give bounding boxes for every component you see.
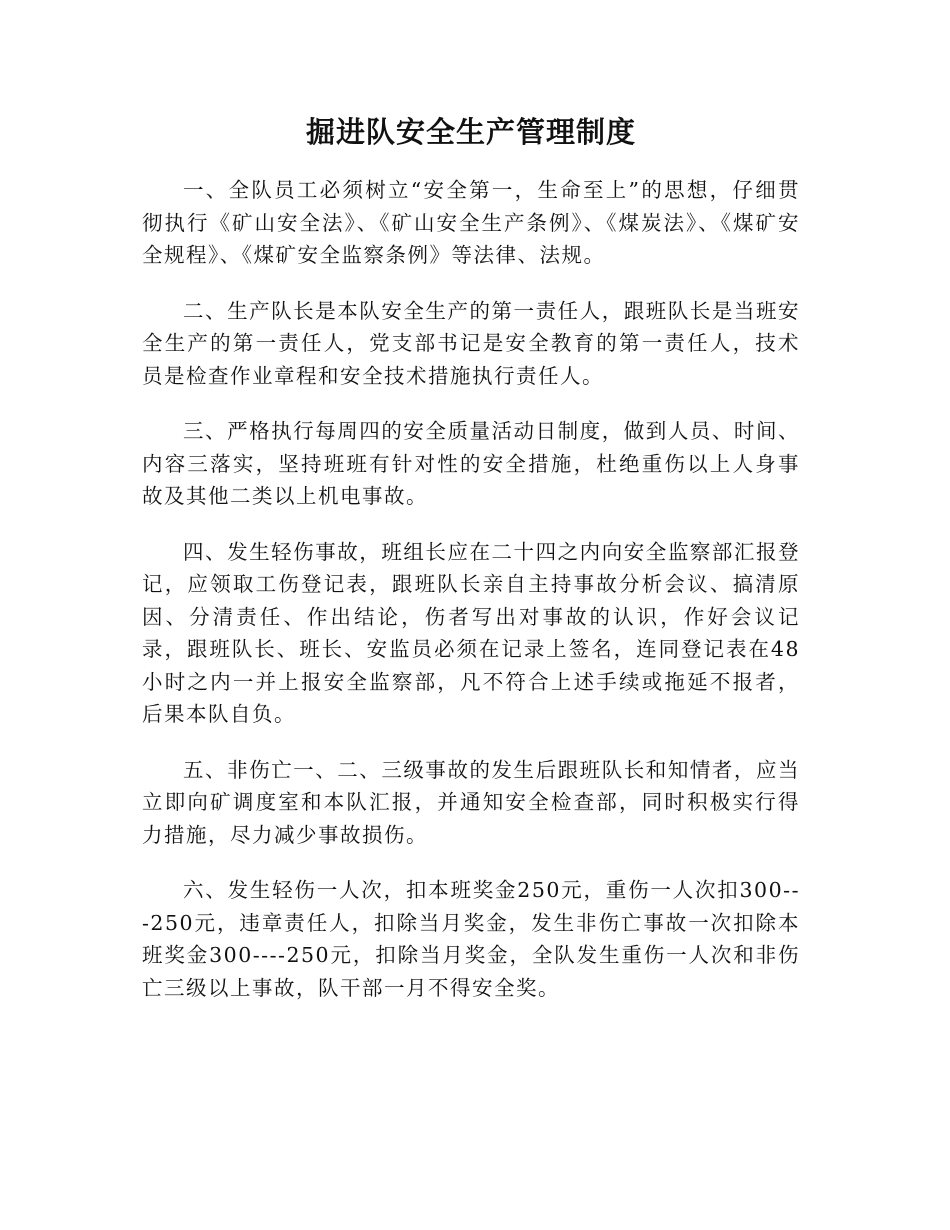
paragraph-1: 一、全队员工必须树立“安全第一，生命至上”的思想，仔细贯彻执行《矿山安全法》、《矿山安全生产条例》、《煤炭法》、《煤矿安全规程》、《煤矿安全监察条例》等法律、法规。	[142, 178, 800, 267]
paragraph-6: 六、发生轻伤一人次，扣本班奖金250元，重伤一人次扣300---250元，违章责任人，扣除当月奖金，发生非伤亡事故一次扣除本班奖金300----250元，扣除当月奖金，全队发生重伤一人次和非伤亡三级以上事故，队干部一月不得安全奖。	[142, 878, 800, 1000]
paragraph-2: 二、生产队长是本队安全生产的第一责任人，跟班队长是当班安全生产的第一责任人，党支部书记是安全教育的第一责任人，技术员是检查作业章程和安全技术措施执行责任人。	[142, 298, 800, 388]
document-title: 掘进队安全生产管理制度	[305, 115, 636, 149]
paragraph-5: 五、非伤亡一、二、三级事故的发生后跟班队长和知情者，应当立即向矿调度室和本队汇报，并通知安全检查部，同时积极实行得力措施，尽力减少事故损伤。	[142, 757, 800, 847]
paragraph-4: 四、发生轻伤事故，班组长应在二十四之内向安全监察部汇报登记，应领取工伤登记表，跟班队长亲自主持事故分析会议、搞清原因、分清责任、作出结论，伤者写出对事故的认识，作好会议记录，跟班队长、班长、安监员必须在记录上签名，连同登记表在48小时之内一并上报安全监察部，凡不符合上述手续或拖延不报者，后果本队自负。	[142, 539, 800, 726]
paragraph-3: 三、严格执行每周四的安全质量活动日制度，做到人员、时间、内容三落实，坚持班班有针对性的安全措施，杜绝重伤以上人身事故及其他二类以上机电事故。	[142, 419, 800, 508]
